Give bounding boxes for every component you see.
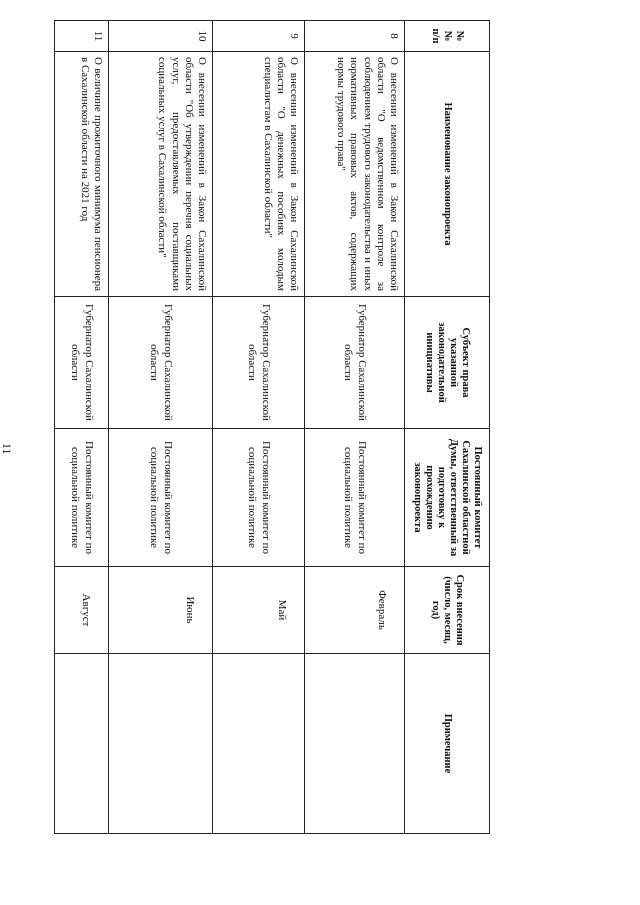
- header-note: Примечание: [405, 654, 490, 834]
- table-row: [305, 21, 405, 834]
- table-row: [213, 21, 305, 834]
- rotated-table-wrapper: [55, 20, 490, 833]
- row-num: 11: [55, 21, 109, 52]
- table-header-row: [405, 21, 490, 834]
- row-note: [213, 654, 305, 834]
- row-subject: Губернатор Сахалинской области: [55, 297, 109, 429]
- row-name: О внесении изменений в Закон Сахалинской области "О ведомственном контроле за соблюдением трудового законодательства и иных нормативных правовых актов, содержащих нормы трудового права": [305, 52, 405, 297]
- table-row: [55, 21, 109, 834]
- header-committee: Постоянный комитет Сахалинской областной Думы, ответственный за подготовку к прохождению законопроекта: [405, 429, 490, 567]
- row-subject: Губернатор Сахалинской области: [305, 297, 405, 429]
- page-number: 11: [0, 443, 14, 455]
- bill-plan-table: [54, 20, 490, 834]
- header-num: № № п/п: [405, 21, 490, 52]
- row-deadline: Август: [55, 567, 109, 654]
- row-num: 9: [213, 21, 305, 52]
- row-committee: Постоянный комитет по социальной политике: [55, 429, 109, 567]
- row-name: О величине прожиточного минимума пенсионера в Сахалинской области на 2021 год: [55, 52, 109, 297]
- row-note: [305, 654, 405, 834]
- row-num: 10: [109, 21, 213, 52]
- row-note: [55, 654, 109, 834]
- row-name: О внесении изменений в Закон Сахалинской области "О денежных пособиях молодым специалистам в Сахалинской области": [213, 52, 305, 297]
- row-deadline: Май: [213, 567, 305, 654]
- row-subject: Губернатор Сахалинской области: [109, 297, 213, 429]
- header-name: Наименование законопроекта: [405, 52, 490, 297]
- table-row: [109, 21, 213, 834]
- row-deadline: Июнь: [109, 567, 213, 654]
- row-note: [109, 654, 213, 834]
- row-committee: Постоянный комитет по социальной политике: [213, 429, 305, 567]
- row-deadline: Февраль: [305, 567, 405, 654]
- row-num: 8: [305, 21, 405, 52]
- row-committee: Постоянный комитет по социальной политике: [305, 429, 405, 567]
- header-subject: Субъект права указанной законодательной инициативы: [405, 297, 490, 429]
- row-name: О внесении изменений в Закон Сахалинской области "Об утверждении перечня социальных услуг, предоставляемых поставщиками социальных услуг в Сахалинской области": [109, 52, 213, 297]
- row-subject: Губернатор Сахалинской области: [213, 297, 305, 429]
- row-committee: Постоянный комитет по социальной политике: [109, 429, 213, 567]
- header-deadline: Срок внесения (число, месяц, год): [405, 567, 490, 654]
